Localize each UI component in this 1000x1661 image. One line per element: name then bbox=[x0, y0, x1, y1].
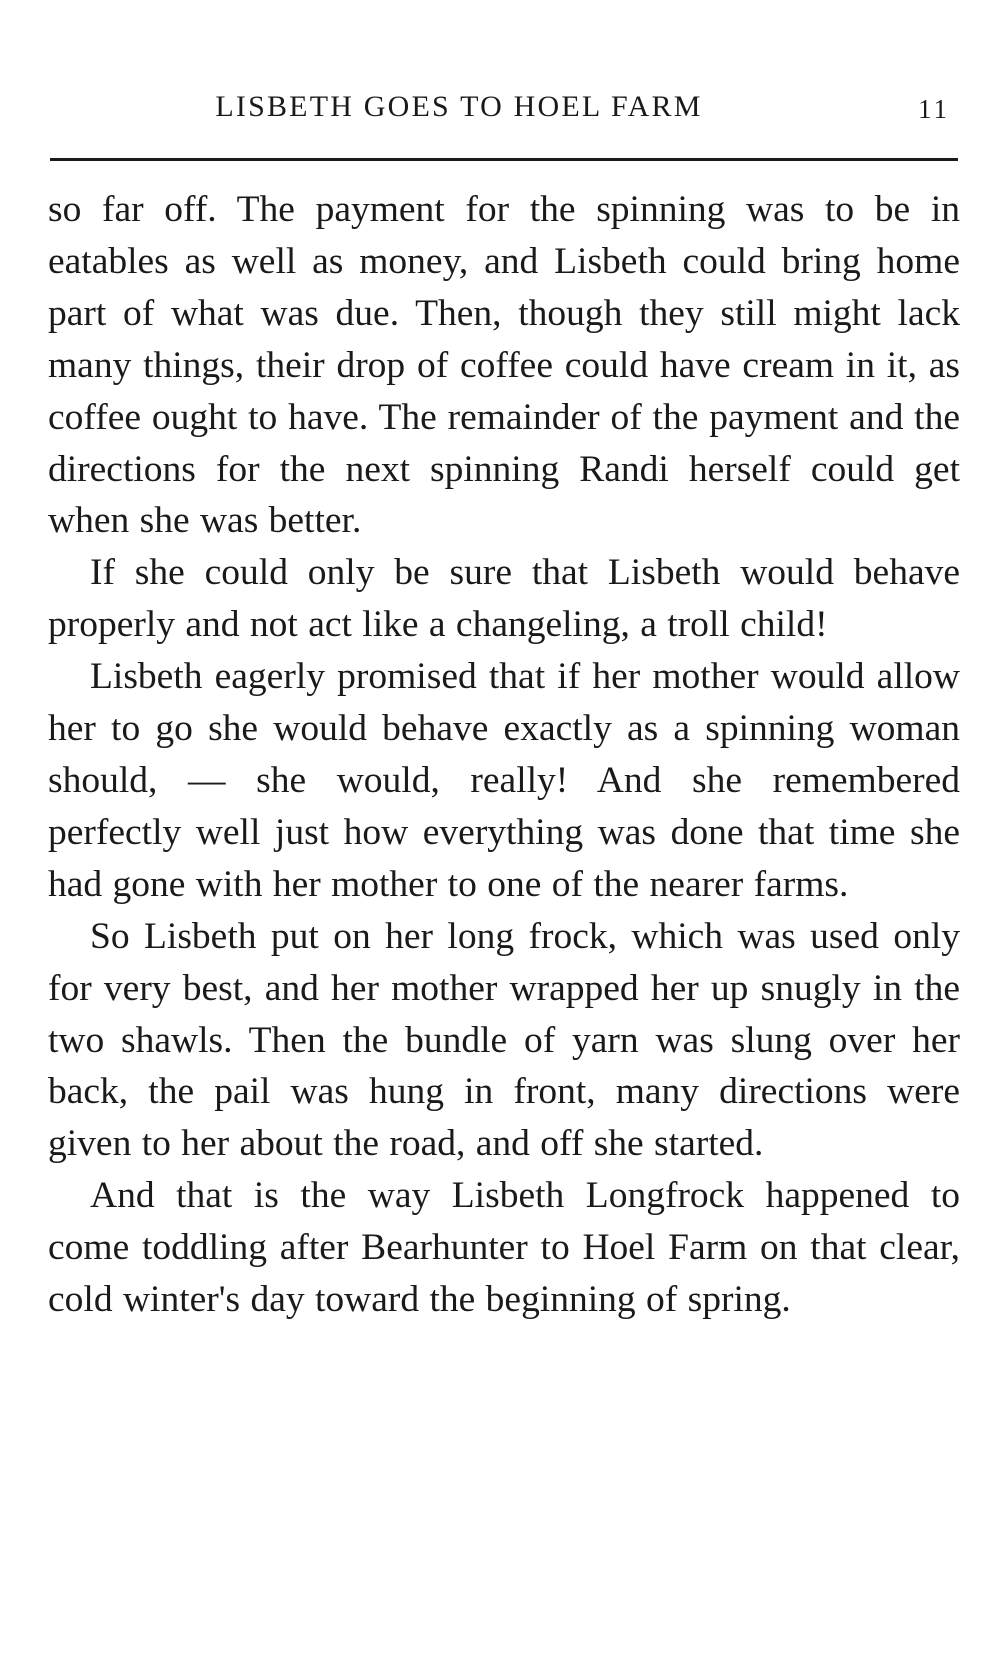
paragraph-continued: so far off. The payment for the spinning was to be in eatables as well as money, and Lisbeth could bring home part of what was due. Then, though they still might lack many things, their drop of coffee could have cream in it, as coffee ought to have. The remainder of the payment and the directions for the next spinning Randi herself could get when she was better. bbox=[48, 189, 960, 542]
header-rule bbox=[50, 158, 958, 161]
paragraph: And that is the way Lisbeth Longfrock happened to come toddling after Bearhunter to Hoel Farm on that clear, cold winter's day toward the beginning of spring. bbox=[48, 1175, 960, 1321]
page-number: 11 bbox=[918, 94, 950, 124]
running-head bbox=[50, 84, 958, 134]
paragraph: So Lisbeth put on her long frock, which was used only for very best, and her mother wrapped her up snugly in the two shawls. Then the bundle of yarn was slung over her back, the pail was hung in front, many directions were given to her about the road, and off she started. bbox=[48, 915, 960, 1165]
running-title: LISBETH GOES TO HOEL FARM bbox=[215, 90, 703, 123]
body-text bbox=[48, 184, 960, 1326]
paragraph: If she could only be sure that Lisbeth would behave properly and not act like a changeling, a troll child! bbox=[48, 552, 960, 646]
paragraph: Lisbeth eagerly promised that if her mother would allow her to go she would behave exactly as a spinning woman should, — she would, really! And she remembered perfectly well just how everything was done that time she had gone with her mother to one of the nearer farms. bbox=[48, 656, 960, 905]
